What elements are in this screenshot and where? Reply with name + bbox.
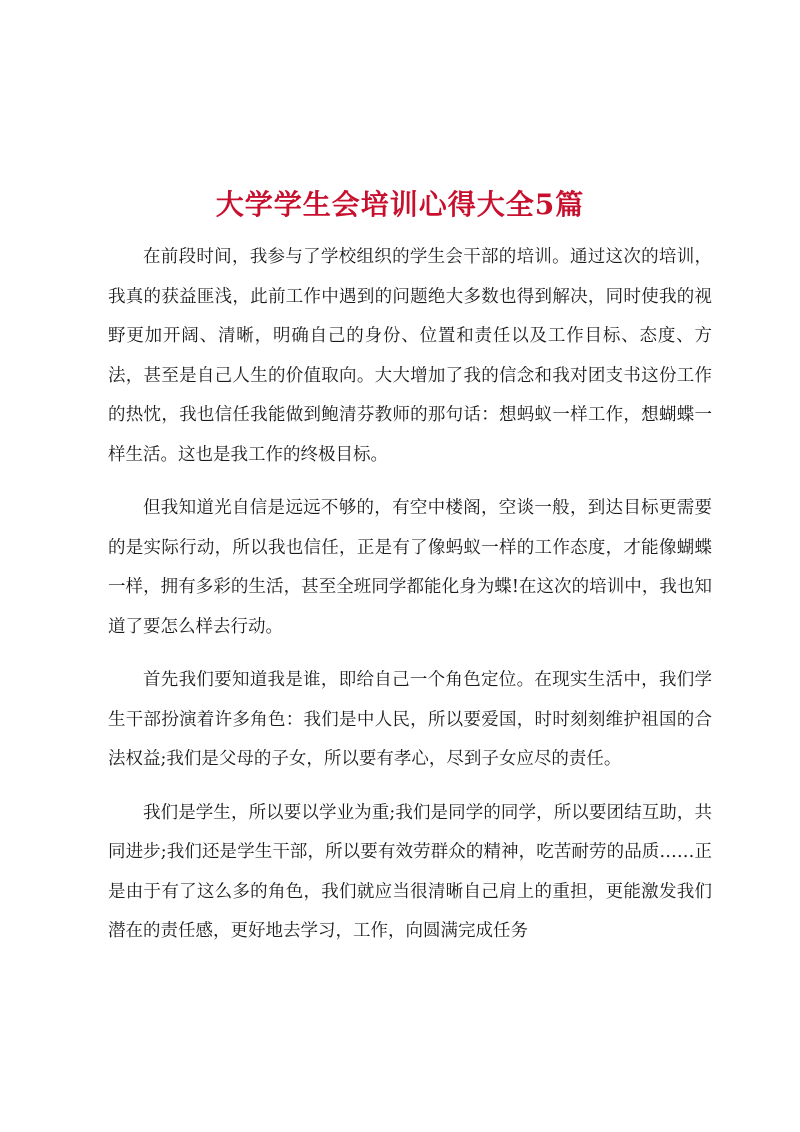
paragraph-1: 在前段时间，我参与了学校组织的学生会干部的培训。通过这次的培训，我真的获益匪浅，此前工作中遇到的问题绝大多数也得到解决，同时使我的视野更加开阔、清晰，明确自己的身份、位置和责任以及工作目标、态度、方法，甚至是自己人生的价值取向。大大增加了我的信念和我对团支书这份工作的热忱，我也信任我能做到鲍清芬教师的那句话：想蚂蚁一样工作，想蝴蝶一样生活。这也是我工作的终极目标。 (108, 247, 712, 465)
paragraph-4: 我们是学生，所以要以学业为重;我们是同学的同学，所以要团结互助，共同进步;我们还是学生干部，所以要有效劳群众的精神，吃苦耐劳的品质……正是由于有了这么多的角色，我们就应当很清晰自己肩上的重担，更能激发我们潜在的责任感，更好地去学习，工作，向圆满完成任务 (108, 802, 712, 941)
document-title: 大学学生会培训心得大全5篇 (215, 187, 585, 221)
paragraph-3: 首先我们要知道我是谁，即给自己一个角色定位。在现实生活中，我们学生干部扮演着许多角色：我们是中人民，所以要爱国，时时刻刻维护祖国的合法权益;我们是父母的子女，所以要有孝心，尽到子女应尽的责任。 (108, 670, 712, 769)
paragraph-2: 但我知道光自信是远远不够的，有空中楼阁，空谈一般，到达目标更需要的是实际行动，所以我也信任，正是有了像蚂蚁一样的工作态度，才能像蝴蝶一样，拥有多彩的生活，甚至全班同学都能化身为蝶!在这次的培训中，我也知道了要怎么样去行动。 (108, 498, 712, 637)
document-body (108, 238, 712, 966)
